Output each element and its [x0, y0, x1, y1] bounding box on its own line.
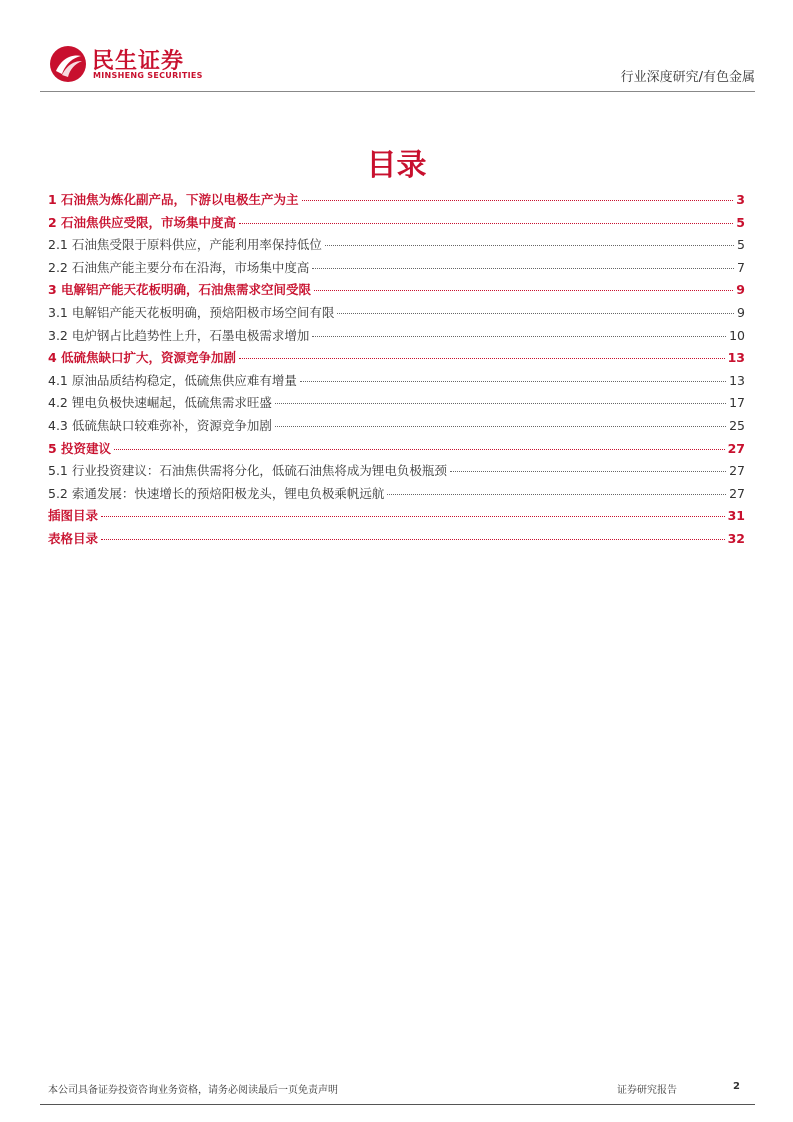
brand-name-cn: 民生证券: [92, 49, 185, 74]
toc-entry-page: 27: [729, 463, 745, 479]
footer-page-number: 2: [733, 1081, 740, 1092]
toc-entry-page: 25: [729, 417, 745, 433]
toc-leader-dots: [337, 313, 734, 314]
toc-entry-label: 4.3 低硫焦缺口较难弥补，资源竞争加剧: [48, 417, 272, 433]
minsheng-logo-icon: [48, 44, 88, 84]
toc-entry-page: 7: [737, 259, 745, 275]
toc-entry-page: 17: [729, 395, 745, 411]
report-type: 行业深度研究/有色金属: [620, 70, 755, 85]
toc-leader-dots: [114, 449, 725, 450]
toc-leader-dots: [450, 471, 726, 472]
toc-entry-page: 10: [729, 327, 745, 343]
toc-entry-page: 13: [727, 350, 745, 366]
toc-entry-label: 3.1 电解铝产能天花板明确，预焙阳极市场空间有限: [48, 304, 335, 320]
toc-entry[interactable]: [48, 484, 745, 507]
header-divider: [40, 91, 755, 92]
toc-leader-dots: [314, 290, 733, 291]
toc-entry-page: 9: [736, 282, 745, 298]
toc-entry[interactable]: [48, 235, 745, 258]
footer-report-label: 证券研究报告: [617, 1085, 677, 1096]
toc-entry[interactable]: [48, 258, 745, 281]
table-of-contents: [48, 190, 745, 552]
toc-leader-dots: [300, 381, 726, 382]
toc-entry-page: 5: [736, 214, 745, 230]
toc-leader-dots: [275, 426, 726, 427]
toc-entry[interactable]: [48, 416, 745, 439]
toc-entry-label: 3.2 电炉钢占比趋势性上升，石墨电极需求增加: [48, 327, 310, 343]
toc-entry-label: 4.1 原油品质结构稳定，低硫焦供应难有增量: [48, 372, 297, 388]
toc-entry-page: 32: [727, 530, 745, 546]
toc-leader-dots: [239, 358, 725, 359]
footer-disclaimer: 本公司具备证券投资咨询业务资格，请务必阅读最后一页免责声明: [48, 1085, 338, 1096]
toc-entry-label: 2.1 石油焦受限于原料供应，产能利用率保持低位: [48, 237, 322, 253]
toc-title: 目录: [366, 148, 427, 183]
toc-entry[interactable]: [48, 190, 745, 213]
toc-entry-page: 13: [729, 372, 745, 388]
toc-entry[interactable]: [48, 371, 745, 394]
toc-leader-dots: [312, 336, 726, 337]
toc-leader-dots: [312, 268, 734, 269]
toc-entry-label: 2 石油焦供应受限，市场集中度高: [48, 214, 237, 230]
toc-entry-label: 2.2 石油焦产能主要分布在沿海，市场集中度高: [48, 259, 310, 275]
toc-entry-label: 4 低硫焦缺口扩大，资源竞争加剧: [48, 350, 237, 366]
toc-entry-page: 27: [727, 440, 745, 456]
brand-name-en: MINSHENG SECURITIES: [93, 71, 203, 80]
toc-entry-label: 5.2 索通发展：快速增长的预焙阳极龙头，锂电负极乘帆远航: [48, 485, 385, 501]
toc-entry[interactable]: [48, 439, 745, 462]
toc-entry-page: 3: [736, 192, 745, 207]
toc-leader-dots: [239, 223, 733, 224]
toc-entry-label: 3 电解铝产能天花板明确，石油焦需求空间受限: [48, 282, 312, 298]
toc-entry[interactable]: [48, 393, 745, 416]
toc-entry[interactable]: [48, 348, 745, 371]
toc-entry-label: 5.1 行业投资建议：石油焦供需将分化，低硫石油焦将成为锂电负极瓶颈: [48, 463, 447, 479]
toc-leader-dots: [325, 245, 734, 246]
toc-entry-page: 31: [727, 508, 745, 524]
toc-entry-label: 4.2 锂电负极快速崛起，低硫焦需求旺盛: [48, 395, 272, 411]
toc-entry-label: 插图目录: [48, 508, 99, 524]
toc-leader-dots: [302, 200, 734, 201]
toc-leader-dots: [101, 516, 725, 517]
toc-entry[interactable]: [48, 213, 745, 236]
toc-entry[interactable]: [48, 303, 745, 326]
toc-entry-page: 27: [729, 485, 745, 501]
toc-entry[interactable]: [48, 529, 745, 552]
toc-entry-label: 表格目录: [48, 530, 99, 546]
toc-entry[interactable]: [48, 280, 745, 303]
footer-divider: [40, 1104, 755, 1105]
toc-leader-dots: [387, 494, 726, 495]
toc-entry-page: 5: [737, 237, 745, 253]
toc-leader-dots: [101, 539, 725, 540]
toc-entry-label: 5 投资建议: [48, 440, 112, 456]
toc-entry[interactable]: [48, 506, 745, 529]
toc-entry[interactable]: [48, 461, 745, 484]
toc-entry-label: 1 石油焦为炼化副产品，下游以电极生产为主: [48, 192, 299, 207]
toc-entry-page: 9: [737, 304, 745, 320]
toc-entry[interactable]: [48, 326, 745, 349]
page-header: [40, 40, 755, 92]
toc-leader-dots: [275, 403, 726, 404]
